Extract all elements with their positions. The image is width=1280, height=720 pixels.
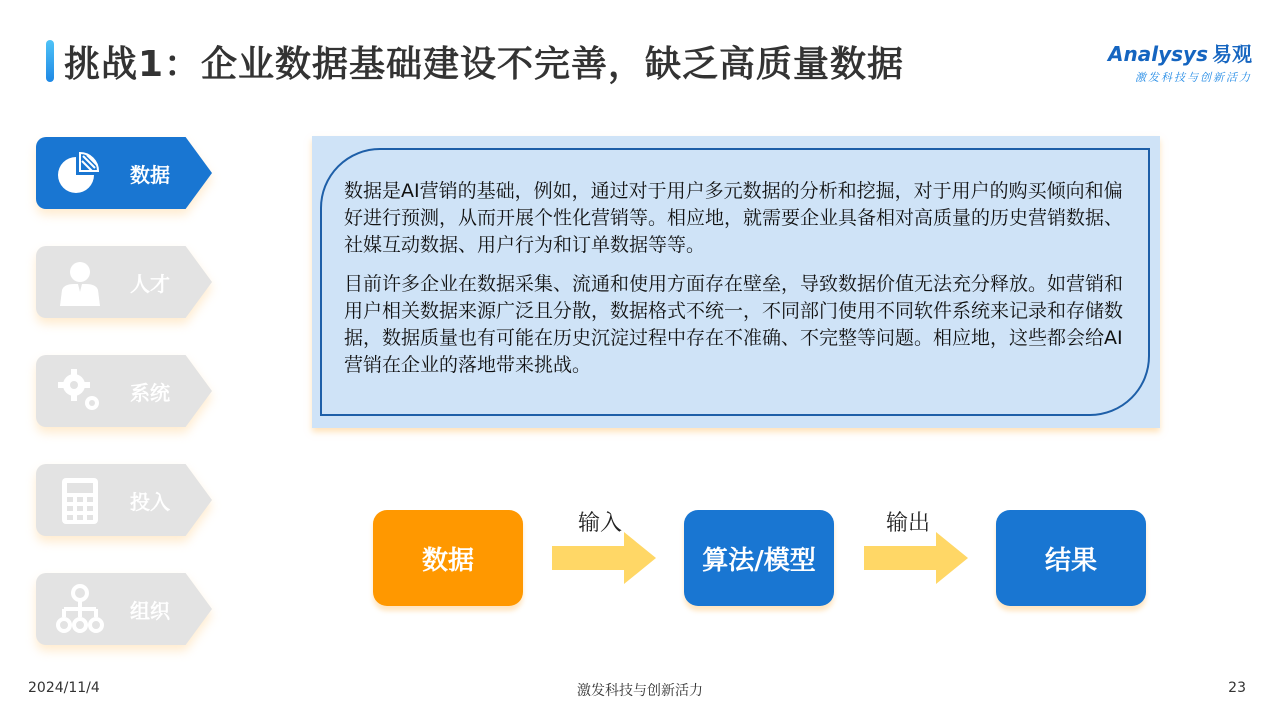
nav-label: 组织	[130, 599, 170, 623]
footer-date: 2024/11/4	[28, 680, 100, 696]
pie-chart-icon	[54, 147, 106, 199]
nav-item-system[interactable]	[36, 355, 212, 427]
paragraph-1: 数据是AI营销的基础，例如，通过对于用户多元数据的分析和挖掘，对于用户的购买倾向和偏好进行预测，从而开展个性化营销等。相应地，就需要企业具备相对高质量的历史营销数据、社媒互动数据、用户行为和订单数据等等。	[344, 180, 1124, 256]
logo-cn: 易观	[1212, 42, 1252, 66]
logo-tagline: 激发科技与创新活力	[1135, 71, 1252, 84]
nav-item-investment[interactable]	[36, 464, 212, 536]
title-accent-bar	[46, 40, 54, 82]
nav-label: 人才	[130, 272, 170, 296]
flow-step-data: 数据	[373, 510, 523, 606]
nav-item-talent[interactable]	[36, 246, 212, 318]
brand-logo	[1108, 38, 1252, 85]
page-number: 23	[1228, 680, 1246, 696]
nav-label: 投入	[130, 490, 170, 514]
paragraph-2: 目前许多企业在数据采集、流通和使用方面存在壁垒，导致数据价值无法充分释放。如营销和用户相关数据来源广泛且分散，数据格式不统一，不同部门使用不同软件系统来记录和存储数据，数据质量也有可能在历史沉淀过程中存在不准确、不完整等问题。相应地，这些都会给AI营销在企业的落地带来挑战。	[344, 273, 1124, 376]
flow-step-result: 结果	[996, 510, 1146, 606]
flow-step-model: 算法/模型	[684, 510, 834, 606]
nav-label: 数据	[130, 163, 170, 187]
arrow-label-input: 输入	[578, 511, 623, 536]
page-title: 挑战1：企业数据基础建设不完善，缺乏高质量数据	[64, 44, 905, 85]
right-arrow-icon	[552, 532, 656, 584]
content-panel	[320, 148, 1150, 416]
calculator-icon	[54, 474, 106, 526]
org-chart-icon	[54, 583, 106, 635]
footer-tagline: 激发科技与创新活力	[577, 683, 703, 699]
nav-label: 系统	[130, 381, 170, 405]
nav-item-organization[interactable]	[36, 573, 212, 645]
person-icon	[54, 256, 106, 308]
arrow-label-output: 输出	[886, 511, 931, 536]
right-arrow-icon	[864, 532, 968, 584]
gears-icon	[54, 365, 106, 417]
nav-item-data[interactable]	[36, 137, 212, 209]
logo-latin: Analysys	[1108, 42, 1208, 66]
